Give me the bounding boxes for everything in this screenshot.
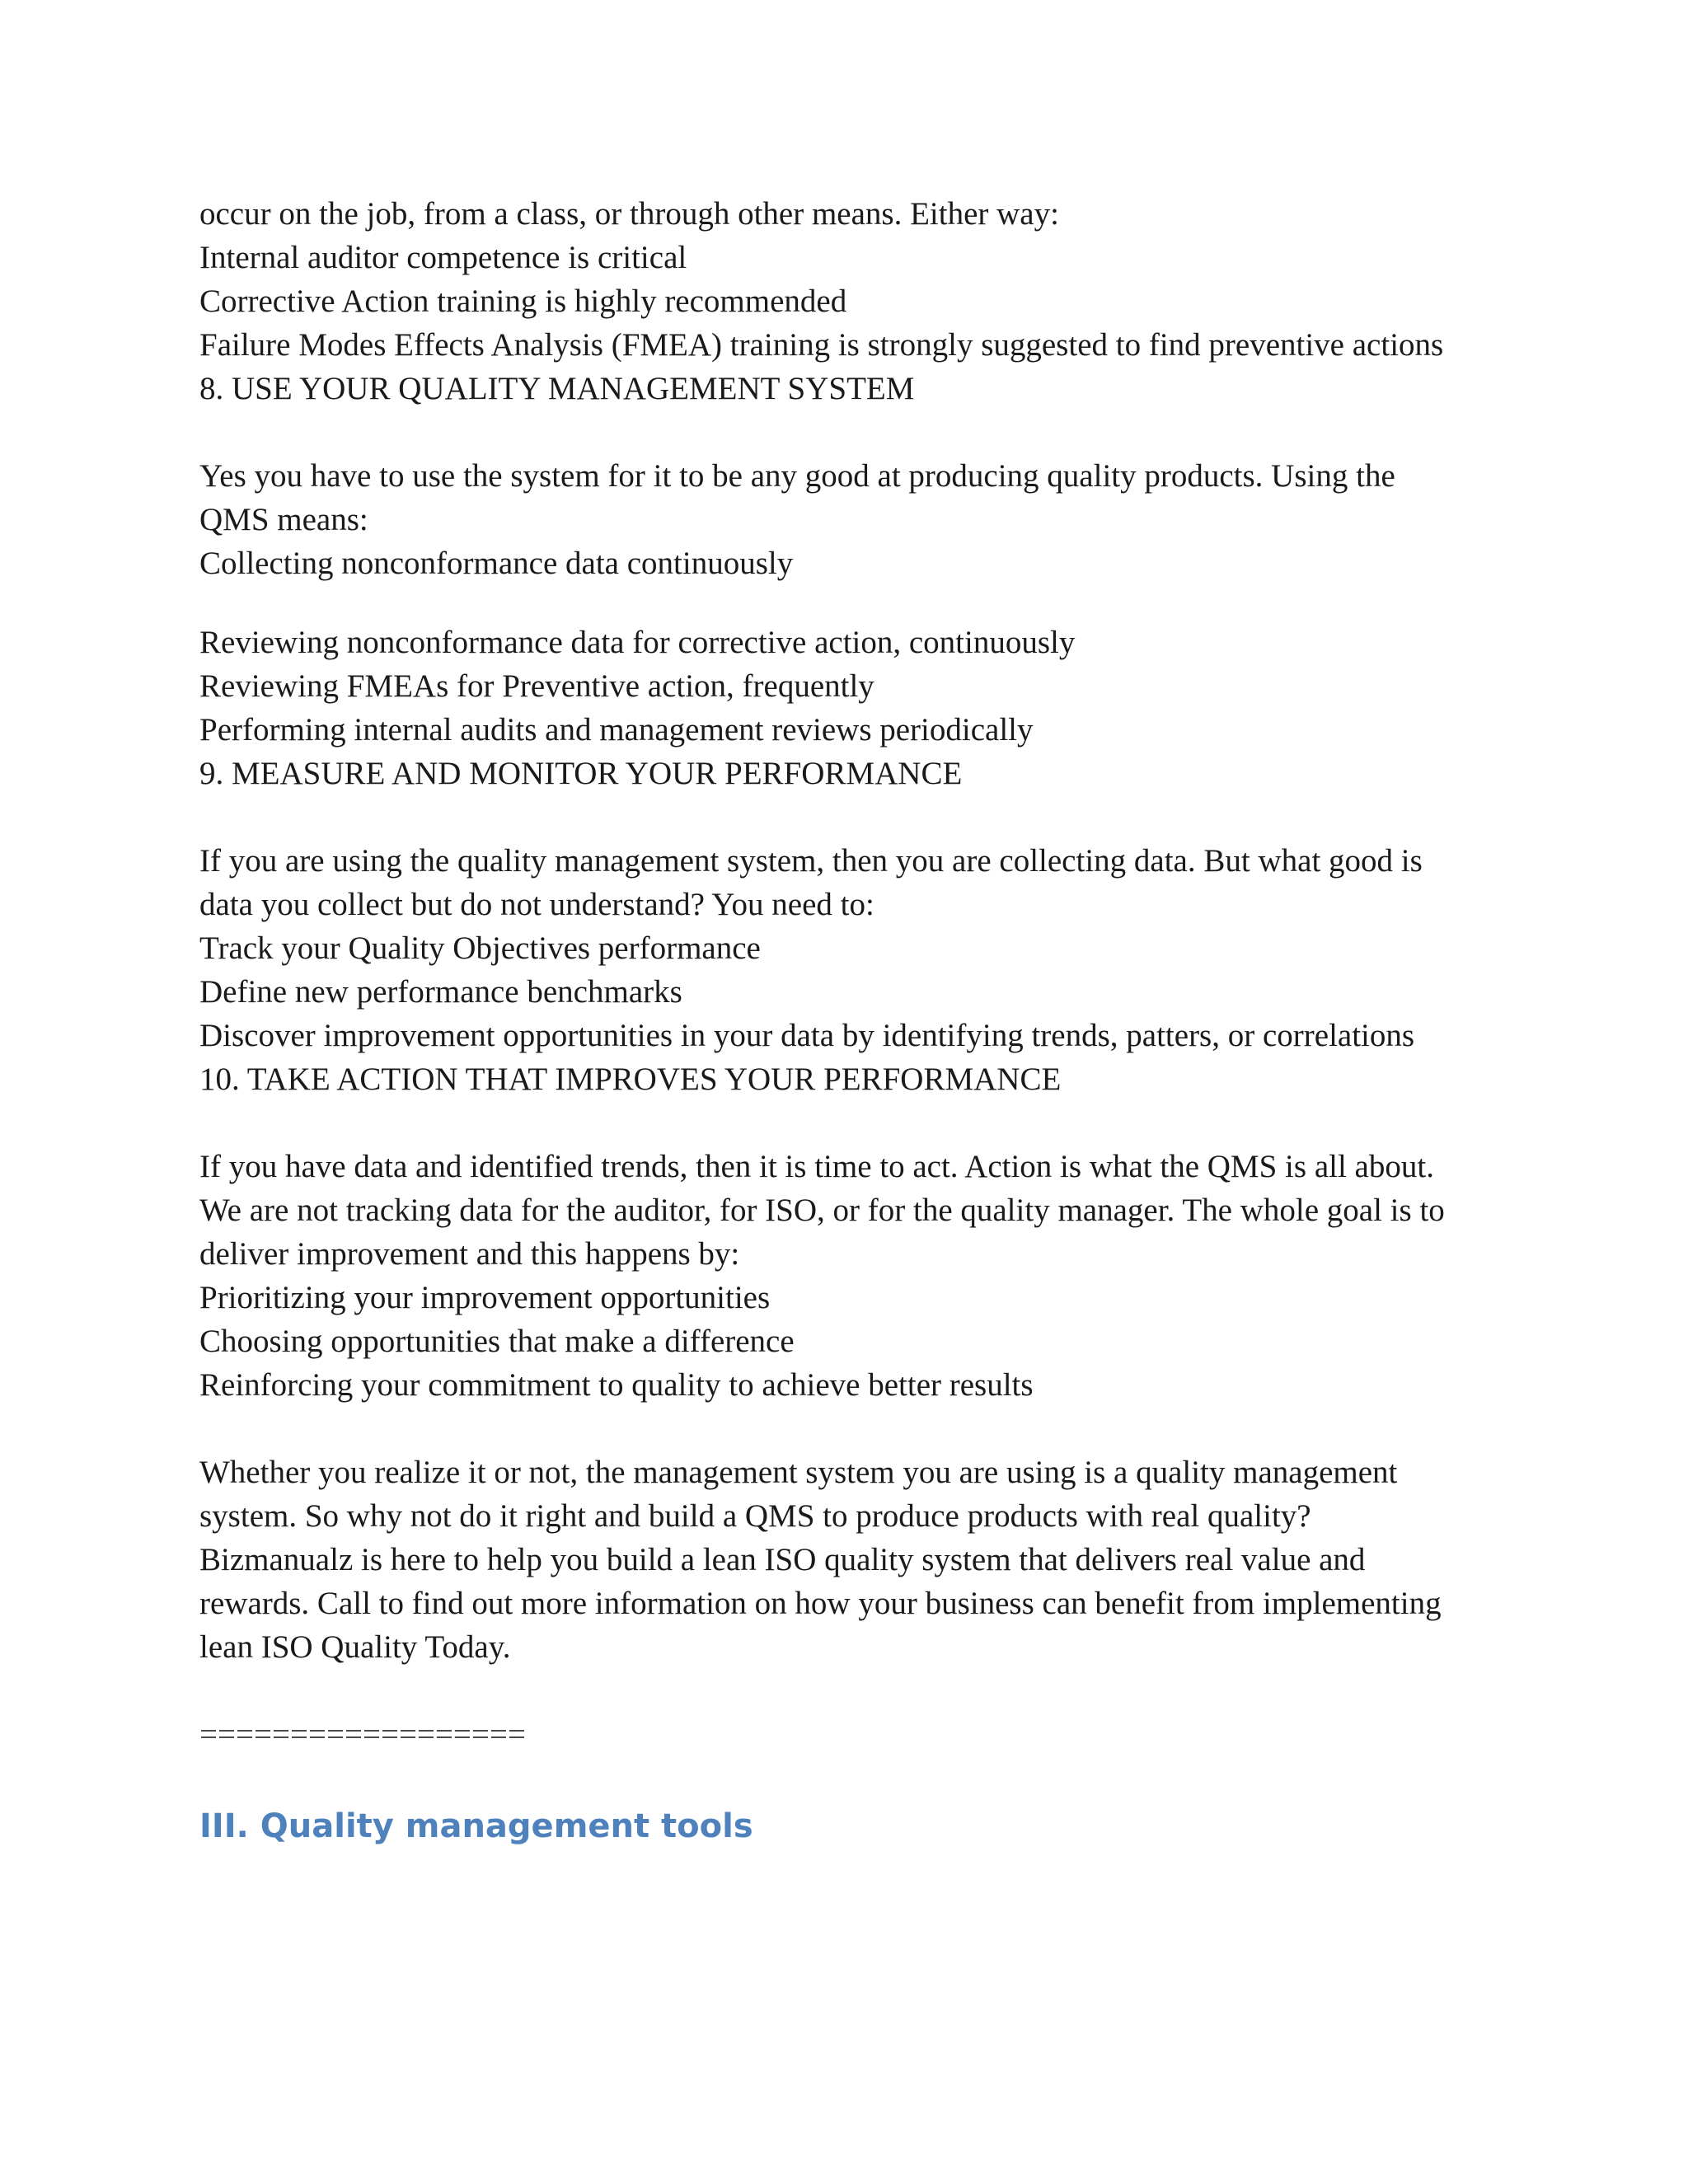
spacer [199,1101,1502,1145]
text-line: Bizmanualz is here to help you build a lean ISO quality system that delivers real value and [199,1542,1366,1577]
text-line: Reinforcing your commitment to quality to achieve better results [199,1367,1034,1403]
text-line: Collecting nonconformance data continuously [199,546,794,581]
section-heading-9: 9. MEASURE AND MONITOR YOUR PERFORMANCE [199,756,963,791]
text-line: rewards. Call to find out more information on how your business can benefit from implementing [199,1586,1442,1621]
section-heading-10: 10. TAKE ACTION THAT IMPROVES YOUR PERFORMANCE [199,1062,1062,1097]
text-line: deliver improvement and this happens by: [199,1236,740,1272]
text-line: Reviewing FMEAs for Preventive action, frequently [199,668,874,704]
text-line: Performing internal audits and management reviews periodically [199,712,1034,748]
text-line: QMS means: [199,502,368,537]
text-line: occur on the job, from a class, or through other means. Either way: [199,196,1059,232]
text-line: If you have data and identified trends, then it is time to act. Action is what the QMS is all about. [199,1149,1434,1184]
spacer [199,410,1502,454]
text-line: system. So why not do it right and build a QMS to produce products with real quality? [199,1498,1311,1534]
text-line: data you collect but do not understand? You need to: [199,887,874,922]
separator-line: ================== [199,1717,526,1752]
spacer [199,1669,1502,1713]
document-body [199,192,1502,1851]
text-line: Internal auditor competence is critical [199,240,687,275]
text-line: Define new performance benchmarks [199,974,682,1010]
text-line: We are not tracking data for the auditor, for ISO, or for the quality manager. The whole goal is to [199,1193,1445,1228]
text-line: Whether you realize it or not, the management system you are using is a quality management [199,1455,1398,1490]
text-line: Failure Modes Effects Analysis (FMEA) training is strongly suggested to find preventive actions [199,327,1444,363]
spacer [199,1407,1502,1451]
text-line: Prioritizing your improvement opportunities [199,1280,771,1315]
text-line: If you are using the quality management system, then you are collecting data. But what good is [199,843,1423,879]
text-line: Discover improvement opportunities in your data by identifying trends, patters, or correlations [199,1018,1415,1053]
text-line: Reviewing nonconformance data for corrective action, continuously [199,625,1076,660]
section-title-quality-tools: III. Quality management tools [199,1807,753,1845]
spacer [199,585,1502,621]
section-heading-8: 8. USE YOUR QUALITY MANAGEMENT SYSTEM [199,371,915,406]
text-line: Corrective Action training is highly recommended [199,284,847,319]
spacer [199,795,1502,839]
text-line: lean ISO Quality Today. [199,1629,511,1665]
text-line: Choosing opportunities that make a difference [199,1324,795,1359]
text-line: Track your Quality Objectives performance [199,930,761,966]
text-line: Yes you have to use the system for it to be any good at producing quality products. Using the [199,458,1395,494]
